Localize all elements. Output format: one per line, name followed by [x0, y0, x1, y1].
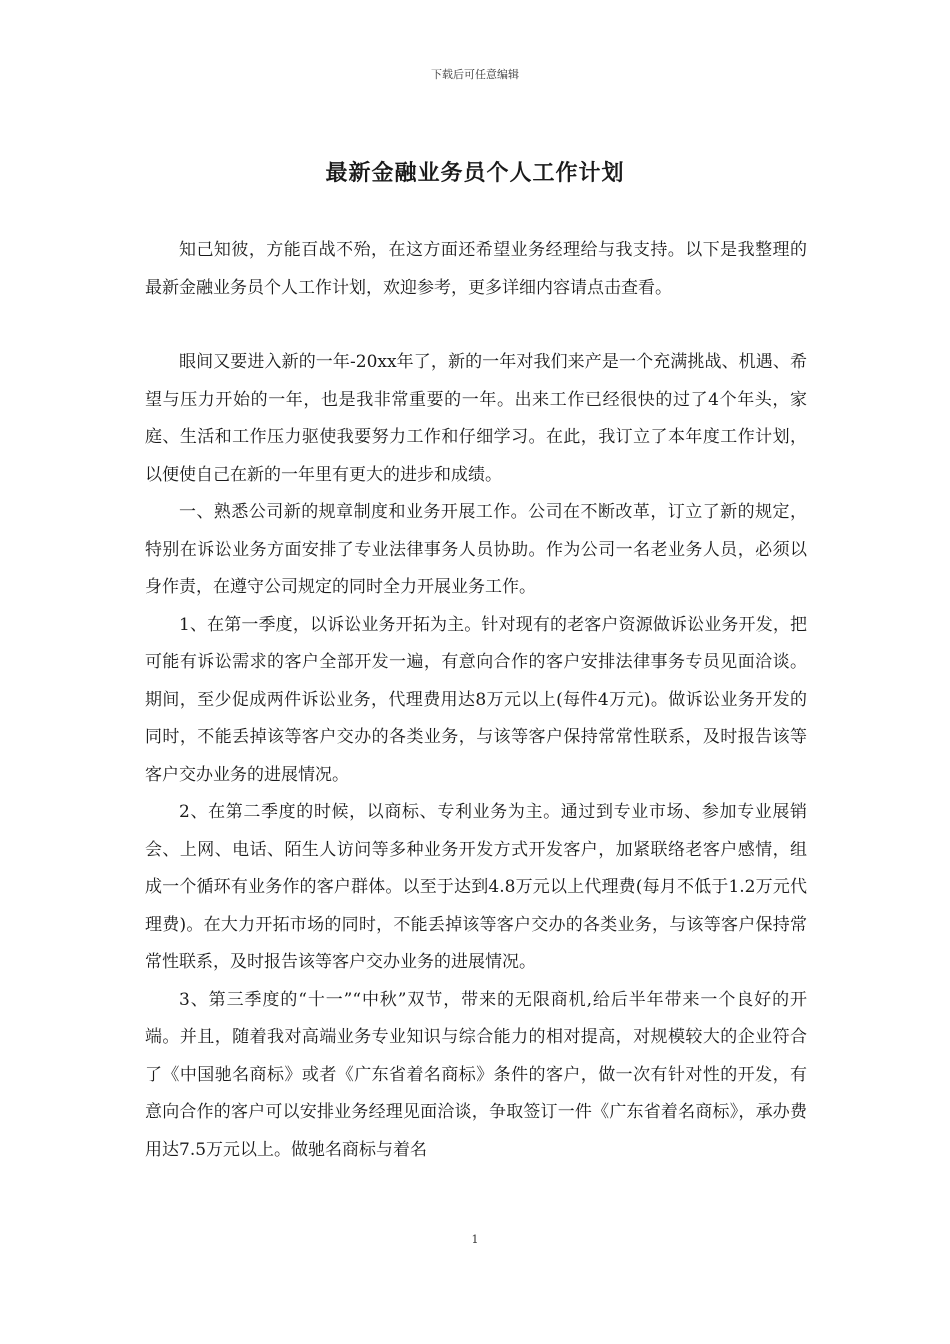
paragraph-item-3: 3、第三季度的“十一”“中秋”双节，带来的无限商机,给后半年带来一个良好的开端。并且，随着我对高端业务专业知识与综合能力的相对提高，对规模较大的企业符合了《中国驰名商标》或者《广东省着名商标》条件的客户，做一次有针对性的开发，有意向合作的客户可以安排业务经理见面洽谈，争取签订一件《广东省着名商标》，承办费用达7.5万元以上。做驰名商标与着名: [145, 989, 807, 1160]
document-body: [145, 232, 807, 1169]
page-header-note: 下载后可任意编辑: [431, 68, 519, 81]
paragraph-opening: 眼间又要进入新的一年-20xx年了，新的一年对我们来产是一个充满挑战、机遇、希望与压力开始的一年，也是我非常重要的一年。出来工作已经很快的过了4个年头，家庭、生活和工作压力驱使我要努力工作和仔细学习。在此，我订立了本年度工作计划，以便使自己在新的一年里有更大的进步和成绩。: [145, 352, 807, 485]
page-number: 1: [471, 1233, 479, 1246]
document-title: 最新金融业务员个人工作计划: [325, 160, 625, 186]
paragraph-section-1: 一、熟悉公司新的规章制度和业务开展工作。公司在不断改革，订立了新的规定，特别在诉讼业务方面安排了专业法律事务人员协助。作为公司一名老业务人员，必须以身作责，在遵守公司规定的同时全力开展业务工作。: [145, 502, 807, 597]
paragraph-item-2: 2、在第二季度的时候，以商标、专利业务为主。通过到专业市场、参加专业展销会、上网、电话、陌生人访问等多种业务开发方式开发客户，加紧联络老客户感情，组成一个循环有业务作的客户群体。以至于达到4.8万元以上代理费(每月不低于1.2万元代理费)。在大力开拓市场的同时，不能丢掉该等客户交办的各类业务，与该等客户保持常常性联系，及时报告该等客户交办业务的进展情况。: [145, 802, 807, 972]
paragraph-item-1: 1、在第一季度，以诉讼业务开拓为主。针对现有的老客户资源做诉讼业务开发，把可能有诉讼需求的客户全部开发一遍，有意向合作的客户安排法律事务专员见面洽谈。期间，至少促成两件诉讼业务，代理费用达8万元以上(每件4万元)。做诉讼业务开发的同时，不能丢掉该等客户交办的各类业务，与该等客户保持常常性联系，及时报告该等客户交办业务的进展情况。: [145, 614, 807, 785]
paragraph-intro: 知己知彼，方能百战不殆，在这方面还希望业务经理给与我支持。以下是我整理的最新金融业务员个人工作计划，欢迎参考，更多详细内容请点击查看。: [145, 240, 807, 298]
